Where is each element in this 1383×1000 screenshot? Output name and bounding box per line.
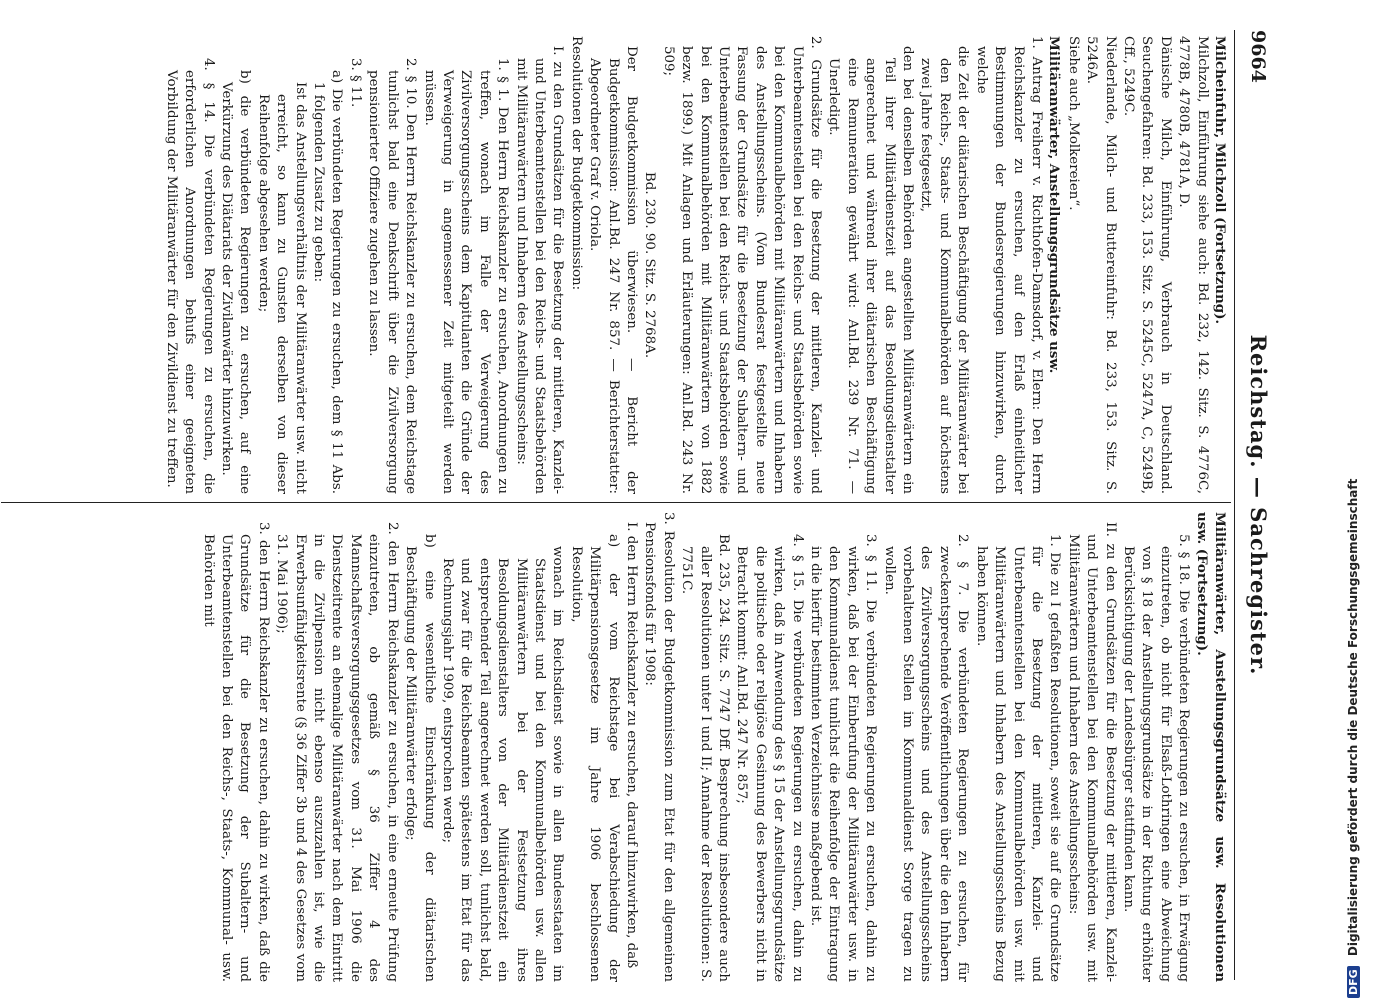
funding-note: Digitalisierung gefördert durch die Deutsche Forschungsgemeinschaft — [1346, 478, 1360, 957]
entry-paragraph: Resolutionen der Budgetkommission: — [568, 36, 584, 291]
entry-paragraph: 2. Grundsätze für die Besetzung der mittleren, Kanzlei- und Unterbeamtenstellen bei den Reichs- und Staatsbehörden sowie bei den Kommunalbehörden mit Militäranwärtern und Inhabern des Anstellungsscheins. (Vom Bundesrat festgestellte neue Fassung der Grundsätze für die Besetzung der Subaltern- und Unterbeamtenstellen bei den Reichs- und Staatsbehörden sowie bei den Kommunalbehörden mit Militäranwärtern von 1882 bezw. 1899.) Mit Anlagen und Erläuterungen: Anl.Bd. 243 Nr. 509; — [660, 36, 824, 494]
dfg-logo-icon: DFG — [1347, 966, 1360, 998]
entry-paragraph: b) eine wesentliche Einschränkung der diätarischen Beschäftigung der Militäranwärter erfolge; — [403, 534, 437, 982]
entry-paragraph: 2. § 10. Den Herrn Reichskanzler zu ersuchen, dem Reichstage tunlichst bald eine Denkschrift über die Zivilversorgung pensionierter Offiziere zugehen zu lassen. — [366, 58, 419, 494]
entry-paragraph: Siehe auch „Molkereien“. — [1065, 36, 1081, 211]
entry-paragraph: 3. Resolution der Budgetkommission zum Etat für den allgemeinen Pensionsfonds für 1908: — [642, 512, 676, 982]
right-column — [198, 512, 1229, 982]
entry-heading: Milcheinfuhr, Milchzoll (Fortsetzung). — [1212, 36, 1228, 325]
entry-paragraph: a) Die verbündeten Regierungen zu ersuchen, dem § 11 Abs. 1 folgenden Zusatz zu geben: — [311, 70, 345, 494]
entry-paragraph: den bei denselben Behörden angestellten Militäranwärtern ein Teil ihrer Militärdienstzeit auf das Besoldungsdienstalter angerechnet und während ihrer diätarischen Beschäftigung eine Remuneration gewährt wird: Anl.Bd. 239 Nr. 71. — Unerledigt. — [826, 46, 916, 494]
entry-paragraph: die Zeit der diätarischen Beschäftigung der Militäranwärter bei den Reichs-, Staats- und Kommunalbehörden auf höchstens zwei Jahre festgesetzt, — [918, 46, 971, 494]
entry-paragraph: Ist das Anstellungsverhältnis der Militäranwärter usw. nicht erreicht, so kann zu Gunsten derselben von dieser Reihenfolge abgesehen werden; — [255, 82, 308, 494]
entry-paragraph: Bd. 230. 90. Sitz. S. 2768A. — [642, 171, 658, 359]
entry-paragraph: 1. Die zu I gefaßten Resolutionen, soweit sie auf die Grundsätze für die Besetzung der mittleren, Kanzlei- und Unterbeamtenstellen bei den Kommunalbehörden usw. mit Militäranwärtern und Inhabern des Anstellungsscheins Bezug haben können. — [973, 534, 1063, 982]
entry-paragraph: 1. Antrag Freiherr v. Richthofen-Damsdorf, v. Elern: Den Herrn Reichskanzler zu ersuchen, auf den Erlaß einheitlicher Bestimmungen der Bundesregierungen hinzuwirken, durch welche — [973, 36, 1044, 494]
page-number: 9664 — [1247, 30, 1269, 83]
entry-paragraph: Milchzoll, Einführung siehe auch: Bd. 232, 142. Sitz. S. 4776C, 4778B, 4780B, 4781A, D. — [1176, 36, 1210, 494]
entry-paragraph: I. zu den Grundsätzen für die Besetzung der mittleren, Kanzlei- und Unterbeamtenstellen bei den Reichs- und Staatsbehörden mit Militäranwärtern und Inhabern des Anstellungsscheins: — [513, 46, 566, 494]
entry-paragraph: 4. § 15. Die verbündeten Regierungen zu ersuchen, dahin zu wirken, daß in Anwendung des § 15 der Anstellungsgrundsätze die politische oder religiöse Gesinnung des Bewerbers nicht in Betracht kommt: Anl.Bd. 247 Nr. 857; — [734, 534, 805, 982]
running-title: Reichstag. — Sachregister. — [1246, 334, 1271, 676]
entry-paragraph: II. zu den Grundsätzen für die Besetzung der mittleren, Kanzlei- und Unterbeamtenstellen bei den Kommunalbehörden usw. mit Militäranwärtern und Inhabern des Anstellungsscheins: — [1065, 522, 1118, 982]
entry-heading: Militäranwärter, Anstellungsgrundsätze usw. — [1046, 36, 1063, 374]
entry-paragraph: a) der vom Reichstage bei Verabschiedung der Militärpensionsgesetze im Jahre 1906 beschlossenen Resolution, — [568, 534, 621, 982]
entry-paragraph: 5. § 18. Die verbündeten Regierungen zu ersuchen, in Erwägung einzutreten, ob nicht für Elsaß-Lothringen eine Abweichung von § 18 der Anstellungsgrundsätze in der Richtung erhöhter Berücksichtigung der Landesbürger stattfinden kann. — [1120, 534, 1192, 982]
entry-paragraph: I. den Herrn Reichskanzler zu ersuchen, darauf hinzuwirken, daß — [624, 522, 639, 969]
entry-paragraph: Dänische Milch, Einführung, Verbrauch in Deutschland. Seuchengefahren: Bd. 233, 153. Sitz. S. 5245C, 5247A, C, 5249B, Cff., 5249C. — [1120, 36, 1173, 494]
page-header — [1237, 30, 1277, 980]
entry-paragraph: 1. § 1. Den Herrn Reichskanzler zu ersuchen, Anordnungen zu treffen, wonach im Falle der Verweigerung des Zivilversorgungsscheins dem Kapitulanten die Gründe der Verweigerung in angemessener Zeit mitgeteilt werden müssen. — [421, 58, 511, 494]
entry-paragraph: 3. § 11. Die verbündeten Regierungen zu ersuchen, dahin zu wirken, daß bei der Einberufung der Militäranwärter usw. in den Kommunaldienst tunlichst die Reihenfolge der Eintragung in die hierfür bestimmten Verzeichnisse maßgebend ist. — [808, 534, 879, 982]
column-divider — [1, 502, 1231, 503]
left-column — [161, 36, 1229, 494]
entry-paragraph: wonach im Reichsdienst sowie in allen Bundesstaaten im Staatsdienst und bei den Kommunalbehörden usw. allen Militäranwärtern bei der Festsetzung ihres Besoldungsdienstalters von der Militärdienstzeit ein entsprechender Teil angerechnet werden soll, tunlichst bald, und zwar für die Reichsbeamten spätestens im Etat für das Rechnungsjahr 1909, entsprochen werde; — [439, 546, 566, 982]
entry-paragraph: b) die verbündeten Regierungen zu ersuchen, auf eine Verkürzung des Diätariats der Zivilanwärter hinzuwirken. — [219, 70, 253, 494]
entry-paragraph: 2. den Herrn Reichskanzler zu ersuchen, in eine erneute Prüfung einzutreten, ob gemäß § 36 Ziffer 4 des Mannschaftsversorgungsgesetzes vom 31. Mai 1906 die Dienstzeitrente an ehemalige Militäranwärter nach dem Eintritt in die Zivilpension nicht ebenso auszuzahlen ist, wie die Erwerbsunfähigkeitsrente (§ 36 Ziffer 3b und 4 des Gesetzes vom 31. Mai 1906); — [274, 522, 400, 982]
entry-paragraph: 4. § 14. Die verbündeten Regierungen zu ersuchen, die erforderlichen Anordnungen behufs einer geeigneten Vorbildung der Militäranwärter für den Zivildienst zu treffen. — [163, 58, 216, 494]
entry-paragraph: 3. § 11. — [347, 58, 363, 108]
entry-paragraph: Niederlande, Milch- und Buttereinfuhr: Bd. 233, 153. Sitz. S. 5246A. — [1084, 36, 1118, 494]
entry-paragraph: Der Budgetkommission überwiesen. — Bericht der Budgetkommission: Anl.Bd. 247 Nr. 857. — Berichterstatter: Abgeordneter Graf v. Oriola. — [587, 46, 639, 494]
entry-heading: Militäranwärter, Anstellungsgrundsätze usw. Resolutionen usw. (Fortsetzung). — [1193, 512, 1228, 982]
entry-paragraph: 3. den Herrn Reichskanzler zu ersuchen, dahin zu wirken, daß die Grundsätze für die Besetzung der Subaltern- und Unterbeamtenstellen bei den Reichs-, Staats-, Kommunal- usw. Behörden mit — [200, 522, 271, 982]
header-rule — [1234, 30, 1235, 980]
funding-footer — [1346, 0, 1370, 998]
entry-paragraph: 2. § 7. Die verbündeten Regierungen zu ersuchen, für zweckentsprechende Veröffentlichungen über die den Inhabern des Zivilversorgungsscheins und des Anstellungsscheins vorbehaltenen Stellen im Kommunaldienst Sorge tragen zu wollen. — [881, 534, 971, 982]
entry-paragraph: Bd. 235, 234. Sitz. S. 7747 Dff. Besprechung insbesondere auch aller Resolutionen unter I und II; Annahme der Resolutionen: S. 7751C. — [679, 534, 732, 982]
